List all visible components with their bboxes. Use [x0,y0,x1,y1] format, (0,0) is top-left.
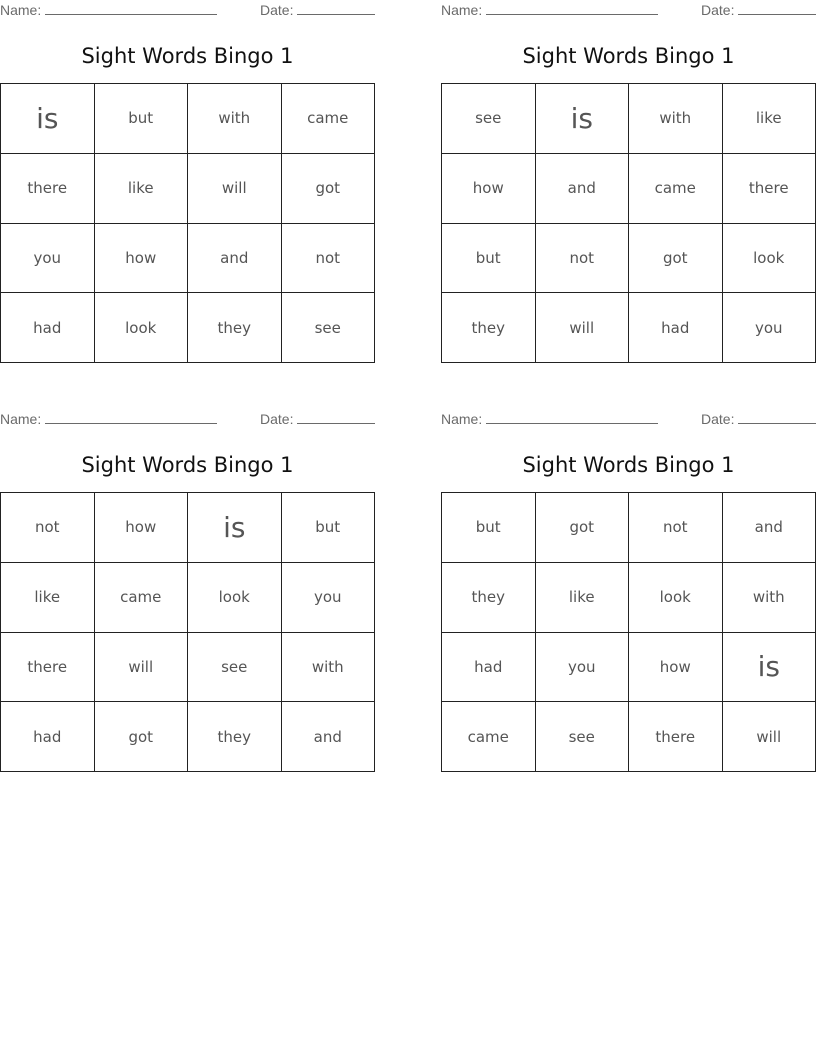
bingo-cell[interactable]: you [723,293,816,363]
name-field[interactable] [441,411,658,427]
bingo-cell[interactable]: had [442,633,536,703]
bingo-cell[interactable]: with [629,84,723,154]
bingo-cell[interactable]: there [1,633,95,703]
bingo-cell[interactable]: not [629,493,723,563]
name-blank-line[interactable] [486,2,658,15]
bingo-cell[interactable]: how [95,224,189,294]
bingo-cell[interactable]: you [282,563,376,633]
bingo-cell[interactable]: will [723,702,816,772]
bingo-grid [0,83,375,363]
name-label: Name: [0,2,42,18]
bingo-cell[interactable]: with [723,563,816,633]
bingo-cell[interactable]: and [723,493,816,563]
date-field[interactable] [701,411,816,427]
bingo-cell[interactable]: like [536,563,630,633]
bingo-cell[interactable]: is [188,493,282,563]
bingo-cell[interactable]: look [188,563,282,633]
bingo-cell[interactable]: but [282,493,376,563]
bingo-cell[interactable]: came [282,84,376,154]
bingo-cell[interactable]: got [95,702,189,772]
bingo-cell[interactable]: with [282,633,376,703]
bingo-cell[interactable]: you [536,633,630,703]
bingo-cell[interactable]: but [95,84,189,154]
bingo-cell[interactable]: they [188,702,282,772]
date-blank-line[interactable] [297,411,375,424]
date-field[interactable] [701,2,816,18]
name-field[interactable] [441,2,658,18]
date-blank-line[interactable] [738,411,816,424]
name-label: Name: [441,2,483,18]
bingo-cell[interactable]: see [442,84,536,154]
bingo-cell[interactable]: there [629,702,723,772]
date-field[interactable] [260,2,375,18]
date-label: Date: [701,2,735,18]
bingo-cell[interactable]: there [1,154,95,224]
bingo-cell[interactable]: came [629,154,723,224]
bingo-cell[interactable]: look [723,224,816,294]
bingo-cell[interactable]: will [188,154,282,224]
bingo-cell[interactable]: had [1,293,95,363]
bingo-cell[interactable]: they [442,293,536,363]
bingo-cell[interactable]: and [282,702,376,772]
bingo-cell[interactable]: not [282,224,376,294]
bingo-cell[interactable]: got [536,493,630,563]
bingo-cell[interactable]: they [442,563,536,633]
bingo-cell[interactable]: came [442,702,536,772]
bingo-cell[interactable]: how [95,493,189,563]
bingo-cell[interactable]: look [95,293,189,363]
card-title: Sight Words Bingo 1 [81,44,294,68]
bingo-grid [441,83,816,363]
bingo-cell[interactable]: with [188,84,282,154]
date-label: Date: [260,411,294,427]
bingo-cell[interactable]: and [536,154,630,224]
bingo-card-1 [0,0,376,374]
bingo-cell[interactable]: not [536,224,630,294]
name-label: Name: [441,411,483,427]
bingo-cell[interactable]: like [95,154,189,224]
bingo-cell[interactable]: got [282,154,376,224]
bingo-card-4 [441,409,816,783]
bingo-cell[interactable]: came [95,563,189,633]
bingo-cell[interactable]: see [188,633,282,703]
bingo-cell[interactable]: is [1,84,95,154]
bingo-cell[interactable]: is [536,84,630,154]
bingo-cell[interactable]: like [1,563,95,633]
card-title: Sight Words Bingo 1 [522,453,735,477]
card-title: Sight Words Bingo 1 [81,453,294,477]
bingo-cell[interactable]: had [1,702,95,772]
name-blank-line[interactable] [45,2,217,15]
date-field[interactable] [260,411,375,427]
bingo-cell[interactable]: they [188,293,282,363]
name-blank-line[interactable] [45,411,217,424]
card-title: Sight Words Bingo 1 [522,44,735,68]
name-label: Name: [0,411,42,427]
bingo-cell[interactable]: but [442,224,536,294]
bingo-cell[interactable]: will [95,633,189,703]
bingo-cell[interactable]: got [629,224,723,294]
date-blank-line[interactable] [738,2,816,15]
bingo-card-2 [441,0,816,374]
bingo-cell[interactable]: but [442,493,536,563]
date-label: Date: [701,411,735,427]
bingo-card-3 [0,409,376,783]
bingo-cell[interactable]: how [629,633,723,703]
bingo-grid [0,492,375,772]
date-blank-line[interactable] [297,2,375,15]
bingo-cell[interactable]: you [1,224,95,294]
bingo-cell[interactable]: will [536,293,630,363]
name-field[interactable] [0,2,217,18]
bingo-cell[interactable]: had [629,293,723,363]
bingo-cell[interactable]: is [723,633,816,703]
bingo-grid [441,492,816,772]
name-blank-line[interactable] [486,411,658,424]
bingo-cell[interactable]: like [723,84,816,154]
name-field[interactable] [0,411,217,427]
bingo-cell[interactable]: how [442,154,536,224]
bingo-cell[interactable]: see [282,293,376,363]
bingo-cell[interactable]: look [629,563,723,633]
date-label: Date: [260,2,294,18]
bingo-cell[interactable]: and [188,224,282,294]
bingo-cell[interactable]: not [1,493,95,563]
bingo-cell[interactable]: there [723,154,816,224]
bingo-cell[interactable]: see [536,702,630,772]
